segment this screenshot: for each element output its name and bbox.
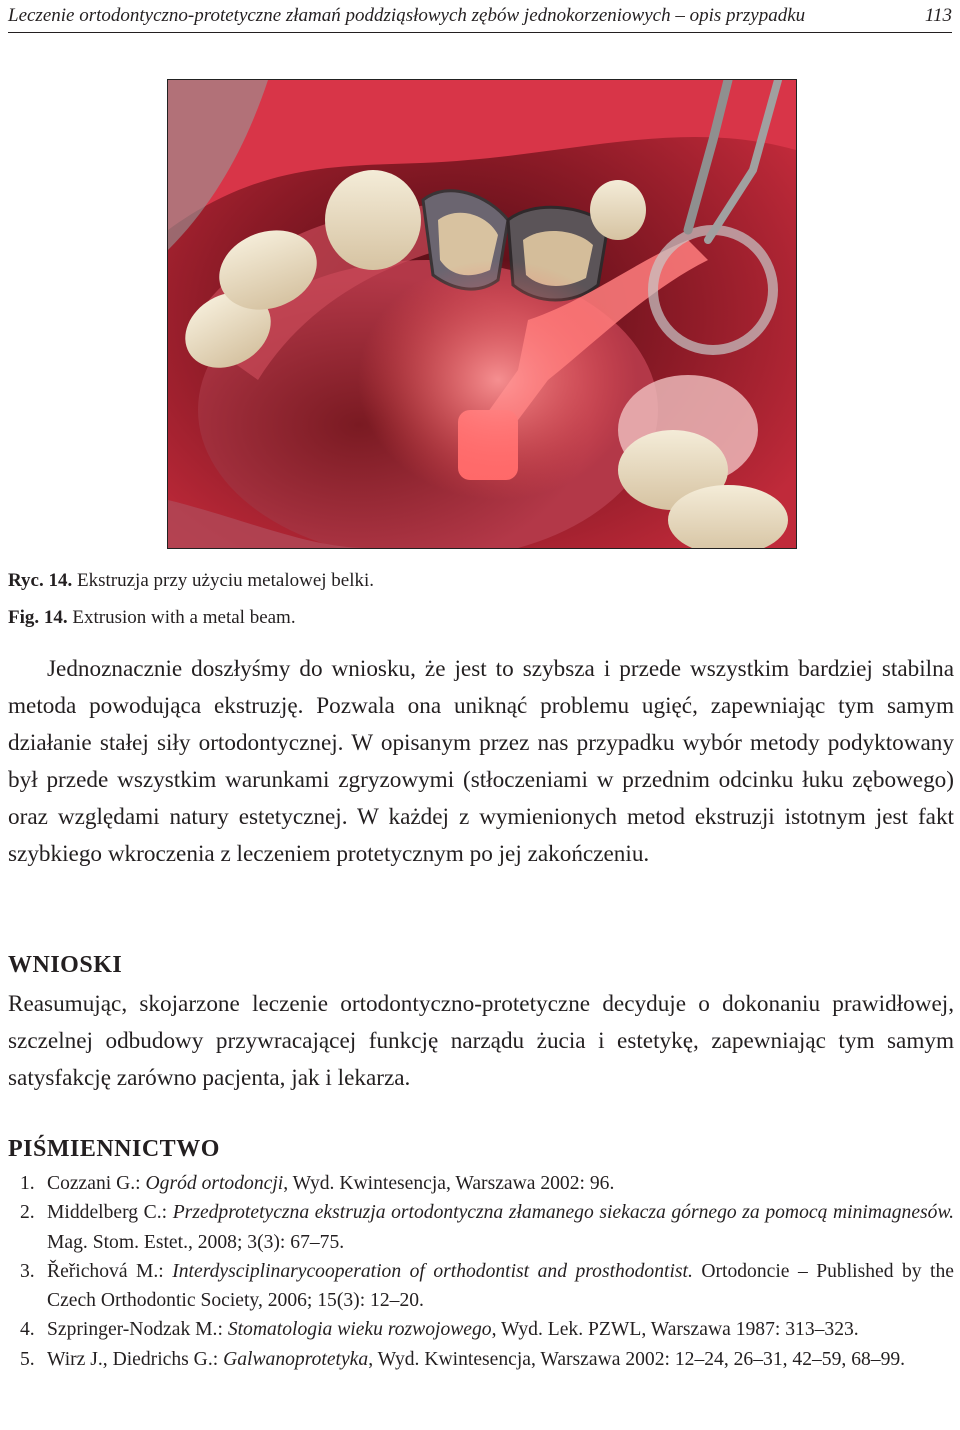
reference-item: 2. Middelberg C.: Przedprotetyczna ekstruzja ortodontyczna złamanego siekacza górnego za pomocą minimagnesów. Mag. Stom. Estet., 2008; 3(3): 67–75. bbox=[20, 1202, 954, 1253]
figure-caption-en-text: Extrusion with a metal beam. bbox=[67, 607, 296, 628]
reference-item: 1. Cozzani G.: Ogród ortodoncji, Wyd. Kwintesencja, Warszawa 2002: 96. bbox=[20, 1173, 615, 1194]
figure-label-en: Fig. 14. bbox=[8, 607, 68, 628]
running-title: Leczenie ortodontyczno-protetyczne złamań poddziąsłowych zębów jednokorzeniowych – opis przypadku bbox=[8, 5, 806, 26]
page-number: 113 bbox=[924, 5, 952, 26]
figure-caption-pl-text: Ekstruzja przy użyciu metalowej belki. bbox=[72, 570, 375, 591]
body-paragraph: Jednoznacznie doszłyśmy do wniosku, że jest to szybsza i przede wszystkim bardziej stabilna metoda powodująca ekstruzję. Pozwala ona uniknąć problemu ugięć, zapewniając tym samym działanie stałej siły ortodontycznej. W opisanym przez nas przypadku wybór metody podyktowany był przede wszystkim warunkami zgryzowymi (stłoczeniami w przednim odcinku łuku zębowego) oraz względami natury estetycznej. W każdej z wymienionych metod ekstruzji istotnym jest fakt szybkiego wkroczenia z leczeniem protetycznym po jej zakończeniu. bbox=[8, 656, 954, 867]
running-header bbox=[8, 0, 952, 33]
dental-photo-illustration bbox=[168, 80, 796, 548]
references-list bbox=[8, 1169, 954, 1374]
conclusions-paragraph: Reasumując, skojarzone leczenie ortodontyczno-protetyczne decyduje o dokonaniu prawidłowej, szczelnej odbudowy przywracającej funkcję narządu żucia i estetykę, zapewniając tym samym satysfakcję zarówno pacjenta, jak i lekarza. bbox=[8, 991, 954, 1091]
reference-item: 3. Řeřichová M.: Interdysciplinarycooperation of orthodontist and prosthodontist. Ortodoncie – Published by the Czech Orthodontic Society, 2006; 15(3): 12–20. bbox=[20, 1260, 954, 1312]
references-heading: PIŚMIENNICTWO bbox=[8, 1136, 220, 1162]
reference-item: 5. Wirz J., Diedrichs G.: Galwanoprotetyka, Wyd. Kwintesencja, Warszawa 2002: 12–24, 26–31, 42–59, 68–99. bbox=[20, 1348, 906, 1370]
conclusions-heading: WNIOSKI bbox=[8, 952, 123, 978]
figure-caption-en bbox=[8, 607, 296, 629]
figure-caption-pl bbox=[8, 570, 374, 592]
figure-label-pl: Ryc. 14. bbox=[8, 570, 73, 591]
clinical-photo-figure bbox=[167, 79, 797, 549]
reference-item: 4. Szpringer-Nodzak M.: Stomatologia wieku rozwojowego, Wyd. Lek. PZWL, Warszawa 1987: 313–323. bbox=[20, 1319, 859, 1341]
